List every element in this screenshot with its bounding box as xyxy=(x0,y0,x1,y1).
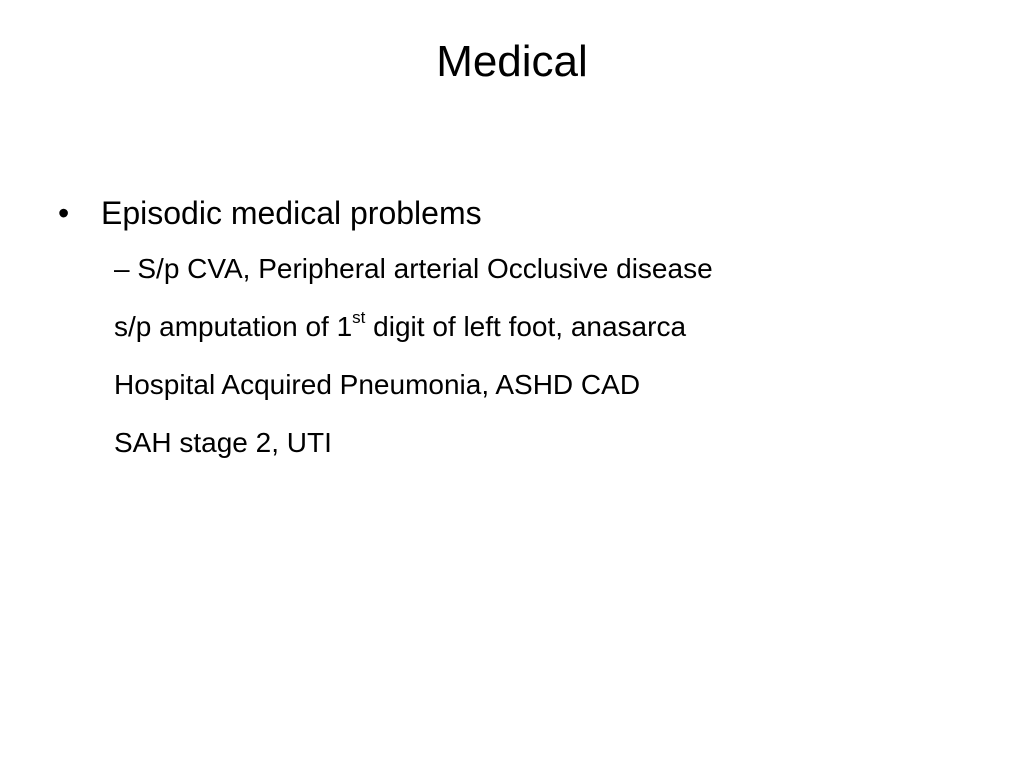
ordinal-superscript: st xyxy=(352,307,366,327)
sub-item-text: S/p CVA, Peripheral arterial Occlusive disease xyxy=(137,253,713,284)
bullet-marker: • xyxy=(58,195,70,231)
bullet-item xyxy=(58,186,978,240)
sub-item-line-1 xyxy=(114,240,978,298)
bullet-text: Episodic medical problems xyxy=(101,195,482,231)
slide-body xyxy=(58,186,978,472)
slide-title: Medical xyxy=(436,37,588,86)
sub-item-text-start: s/p amputation of 1 xyxy=(114,311,353,342)
sub-item-text-end: digit of left foot, anasarca xyxy=(365,311,687,342)
sub-item-line-2 xyxy=(114,298,978,356)
sub-item-line-4: SAH stage 2, UTI xyxy=(114,427,332,458)
sub-item-line-3: Hospital Acquired Pneumonia, ASHD CAD xyxy=(114,369,641,400)
sub-item-dash: – xyxy=(114,253,130,284)
